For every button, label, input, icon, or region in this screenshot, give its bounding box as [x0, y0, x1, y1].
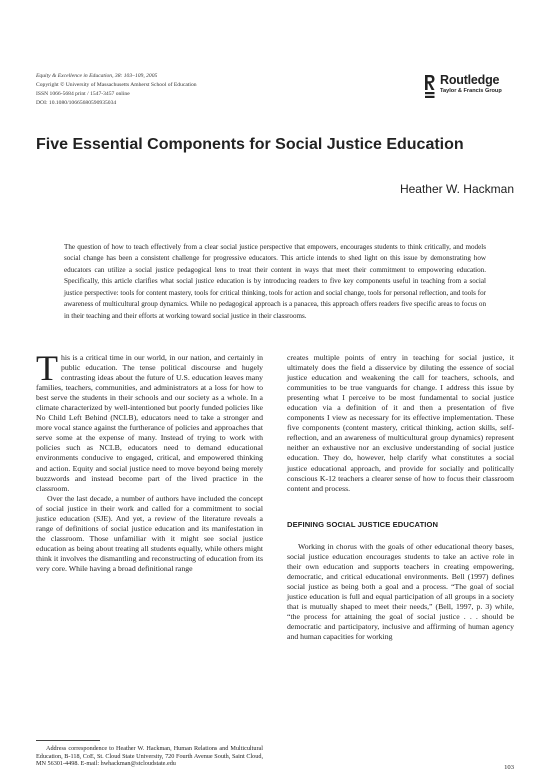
copyright-line: Copyright © University of Massachusetts Amherst School of Education: [36, 82, 197, 88]
abstract: The question of how to teach effectively from a clear social justice perspective that empowers, encourages students to think critically, and models social change has been a consistent challenge for progressive educators. This article intends to shed light on this issue by demonstrating how educators can utilize a social justice pedagogical lens to treat their content in ways that meet their commitment to empowering education. Specifically, this article clarifies what social justice education is by introducing readers to five key components useful in teaching from a social justice perspective: tools for content mastery, tools for critical thinking, tools for action and social change, tools for personal reflection, and tools for awareness of multicultural group dynamics. While no pedagogical approach is a panacea, this approach offers readers five specific areas to focus on in their teaching and their efforts at working toward social justice in their classrooms.: [64, 243, 486, 320]
body-paragraph: Working in chorus with the goals of other educational theory bases, social justice education encourages students to take an active role in their own education and supports teachers in creating empowering, democratic, and critical educational environments. Bell (1997) defines social justice as being both a goal and a process. “The goal of social justice education is full and equal participation of all groups in a society that is mutually shaped to meet their needs,” (Bell, 1997, p. 3) while, “the process for attaining the goal of social justice . . . should be democratic and participatory, inclusive and affirming of human agency and human capacities for working: [287, 541, 514, 642]
section-heading: DEFINING SOCIAL JUSTICE EDUCATION: [287, 519, 439, 529]
body-column-left: [36, 348, 263, 574]
intro-text: his is a critical time in our world, in our nation, and certainly in public education. The tense political discourse and hugely contrasting ideas about the future of U.S. education leaves many families, teachers, communities, and administrators at a loss for how to best serve the students in their schools and our society as a whole. In a climate characterized by well-intentioned but poorly funded policies like No Child Left Behind (NCLB), educators need to take a stronger and more vocal stance against the furtherance of policies and approaches that serve some at the expense of many. Instead of trying to work with policies such as NCLB, educators need to demand educational environments conducive to engaged, critical, and empowered thinking and action. Equity and social justice need to move beyond being merely buzzwords and instead become part of the lived practice in the classroom.: [36, 353, 263, 493]
article-metadata: [36, 72, 197, 108]
body-column-right: [287, 353, 514, 642]
body-paragraph-intro: [36, 348, 263, 494]
publisher-name: Routledge: [440, 73, 500, 87]
footnote-divider: [36, 740, 100, 741]
doi-line: DOI: 10.1080/10665680590935034: [36, 100, 117, 106]
routledge-logo-icon: [424, 74, 435, 100]
article-title: Five Essential Components for Social Justice Education: [36, 136, 464, 153]
correspondence-footnote: Address correspondence to Heather W. Hackman, Human Relations and Multicultural Education, B-118, CoE, St. Cloud State University, 720 Fourth Avenue South, Saint Cloud, MN 56301-4498. E-mail: hwhackman@stcloudstate.edu: [36, 745, 263, 768]
body-paragraph: creates multiple points of entry in teaching for social justice, it ultimately does the field a disservice by diluting the essence of social justice education and weakening the call for teachers, schools, and communities to be true vanguards for change. I address this issue by presenting what I perceive to be most fundamental to social justice education via a definition of it and then a presentation of five components I view as necessary for its effective implementation. These five components (content mastery, critical thinking, action skills, self-reflection, and an awareness of multicultural group dynamics) represent neither an exhaustive nor an exclusive understanding of social justice education. They do, however, help clarify what constitutes a social justice educational approach, and provide for socially and politically conscious K-12 teachers a clearer sense of how to focus their classroom content and process.: [287, 353, 514, 493]
publisher-group: Taylor & Francis Group: [440, 88, 502, 94]
journal-citation: Equity & Excellence in Education, 38: 103–109, 2005: [36, 73, 158, 79]
drop-cap: T: [36, 348, 58, 388]
article-author: Heather W. Hackman: [399, 182, 514, 196]
body-paragraph: Over the last decade, a number of authors have included the concept of social justice in their work and called for a commitment to social justice education (SJE). And yet, a review of the literature reveals a range of definitions of social justice education and its manifestation in the classroom. Those unfamiliar with it might see social justice education as being about treating all students equally, while others might think it involves the dismantling and reconstructing of education from its very core. While having a broad definitional range: [36, 493, 263, 573]
page-number: 103: [504, 764, 514, 771]
issn-line: ISSN 1066-5684 print / 1547-3457 online: [36, 91, 130, 97]
publisher-branding: [424, 74, 502, 100]
